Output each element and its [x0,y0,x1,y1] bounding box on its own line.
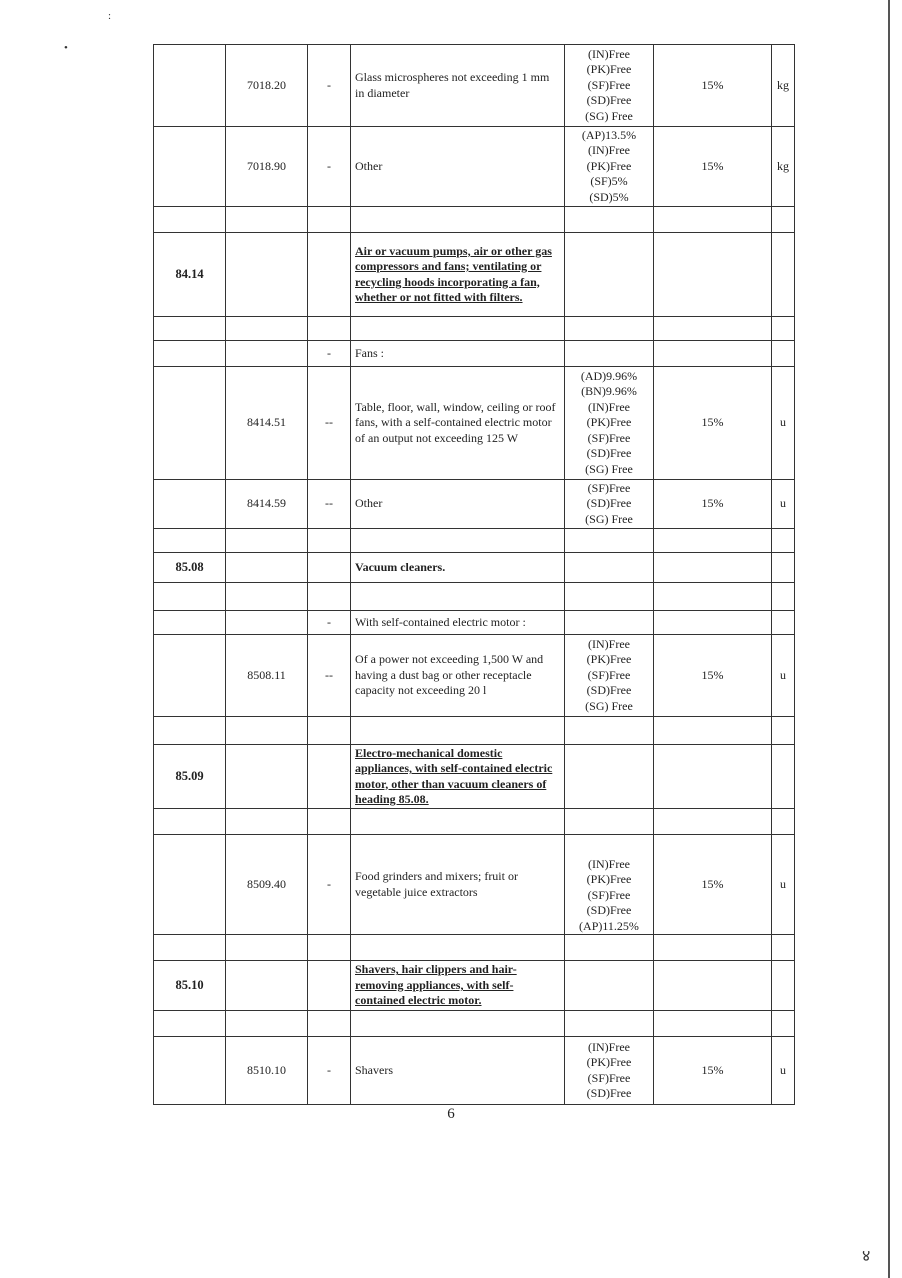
preferential-rate-cell [565,1037,654,1105]
description-cell: Shavers [351,1037,565,1105]
preferential-rate: (SD)Free [586,446,632,461]
heading-description-cell [351,745,565,809]
unit-cell: u [772,367,795,480]
table-row [154,745,795,809]
subheading-cell [226,745,308,809]
heading-cell [154,611,226,635]
general-rate-cell [654,233,772,317]
general-rate-cell: 15% [654,480,772,529]
preferential-rate: (SF)Free [587,480,631,495]
unit-cell: u [772,835,795,935]
subheading-cell: 8508.11 [226,635,308,717]
heading-cell [154,480,226,529]
dash-cell [308,745,351,809]
heading-cell [154,835,226,935]
heading-cell: 84.14 [154,233,226,317]
preferential-rate: (SF)Free [587,667,631,682]
table-row [154,1037,795,1105]
heading-cell: 85.08 [154,553,226,583]
heading-cell [154,127,226,207]
dash-cell: - [308,341,351,367]
preferential-rate: (SF)5% [590,174,628,189]
preferential-rate: (AP)13.5% [581,127,637,142]
general-rate-cell [654,341,772,367]
general-rate-cell [654,745,772,809]
tariff-table [153,44,795,1105]
preferential-rate: (PK)Free [586,158,632,173]
preferential-rate: (SG) Free [585,108,633,123]
dash-cell: -- [308,635,351,717]
preferential-rate-cell [565,45,654,127]
scan-speck: • [64,42,68,54]
unit-cell: kg [772,127,795,207]
general-rate-cell: 15% [654,835,772,935]
preferential-rate: (PK)Free [586,872,632,886]
spacer-row [154,317,795,341]
dash-cell: -- [308,367,351,480]
dash-cell: - [308,1037,351,1105]
general-rate-cell [654,611,772,635]
heading-description-cell [351,233,565,317]
subheading-cell: 8414.51 [226,367,308,480]
page-edge-shadow [888,0,890,1278]
table-row [154,127,795,207]
preferential-rate: (SD)Free [586,683,632,698]
description-cell: Other [351,480,565,529]
preferential-rate-cell [565,553,654,583]
unit-cell [772,553,795,583]
preferential-rate: (SF)Free [587,887,631,902]
description-cell: Table, floor, wall, window, ceiling or roof fans, with a self-contained electric motor of an output not exceeding 125 W [351,367,565,480]
preferential-rate: (SF)Free [587,77,631,92]
subheading-cell [226,553,308,583]
general-rate-cell [654,553,772,583]
general-rate-cell: 15% [654,127,772,207]
preferential-rate-cell [565,961,654,1011]
preferential-rate: (SF)Free [587,1070,631,1085]
unit-cell: u [772,1037,795,1105]
table-row [154,835,795,935]
preferential-rate-cell [565,745,654,809]
subheading-cell: 8509.40 [226,835,308,935]
unit-cell: u [772,480,795,529]
table-row [154,367,795,480]
preferential-rate-cell [565,233,654,317]
dash-cell: - [308,611,351,635]
general-rate-cell: 15% [654,1037,772,1105]
table-row [154,961,795,1011]
preferential-rate: (IN)Free [588,143,630,158]
subheading-cell [226,961,308,1011]
spacer-row [154,583,795,611]
table-row [154,480,795,529]
unit-cell [772,233,795,317]
general-rate-cell [654,961,772,1011]
preferential-rate: (PK)Free [586,62,632,77]
unit-cell [772,745,795,809]
general-rate-cell: 15% [654,45,772,127]
preferential-rate: (SF)Free [587,430,631,445]
heading-cell [154,635,226,717]
unit-cell: kg [772,45,795,127]
heading-cell [154,45,226,127]
description-cell: Glass microspheres not exceeding 1 mm in diameter [351,45,565,127]
heading-description: Electro-mechanical domestic appliances, with self-contained electric motor, other than vacuum cleaners of heading 85.08. [355,745,553,806]
general-rate-cell: 15% [654,635,772,717]
heading-description-cell [351,961,565,1011]
dash-cell [308,553,351,583]
preferential-rate: (AP)11.25% [579,918,639,933]
preferential-rate-cell [565,635,654,717]
dash-cell [308,961,351,1011]
spacer-row [154,1011,795,1037]
description-cell: Other [351,127,565,207]
preferential-rate: (BN)9.96% [581,384,637,399]
preferential-rate-cell [565,341,654,367]
preferential-rate: (SD)5% [589,189,629,204]
dash-cell: - [308,127,351,207]
table-row [154,611,795,635]
unit-cell [772,961,795,1011]
table-row [154,45,795,127]
table-row [154,233,795,317]
preferential-rate: (SG) Free [585,511,633,526]
spacer-row [154,207,795,233]
preferential-rate: (SD)Free [586,1086,632,1100]
unit-cell [772,611,795,635]
preferential-rate: (IN)Free [588,1039,630,1054]
preferential-rate: (AD)9.96% [580,368,638,383]
subheading-cell [226,233,308,317]
description-cell: Fans : [351,341,565,367]
preferential-rate: (IN)Free [588,856,630,871]
preferential-rate: (IN)Free [588,46,630,61]
dash-cell [308,233,351,317]
subheading-cell: 8414.59 [226,480,308,529]
heading-cell [154,1037,226,1105]
page-number: 6 [447,1106,455,1122]
preferential-rate: (SG) Free [585,461,633,476]
subheading-cell [226,341,308,367]
heading-cell: 85.10 [154,961,226,1011]
handwritten-page-mark: ४ [862,1248,871,1265]
description-cell: With self-contained electric motor : [351,611,565,635]
dash-cell: - [308,45,351,127]
spacer-row [154,935,795,961]
preferential-rate: (IN)Free [588,399,630,414]
preferential-rate: (SD)Free [586,496,632,511]
subheading-cell [226,611,308,635]
description-cell: Of a power not exceeding 1,500 W and having a dust bag or other receptacle capacity not exceeding 20 l [351,635,565,717]
preferential-rate: (IN)Free [588,636,630,651]
spacer-row [154,809,795,835]
preferential-rate-cell [565,367,654,480]
description-cell: Food grinders and mixers; fruit or vegetable juice extractors [351,835,565,935]
heading-cell [154,341,226,367]
unit-cell: u [772,635,795,717]
heading-description: Air or vacuum pumps, air or other gas compressors and fans; ventilating or recycling hoods incorporating a fan, whether or not fitted with filters. [355,243,552,304]
subheading-cell: 7018.20 [226,45,308,127]
spacer-row [154,529,795,553]
heading-description: Shavers, hair clippers and hair-removing appliances, with self-contained electric motor. [355,962,517,1008]
scan-speck: : [108,10,112,22]
preferential-rate-cell [565,835,654,935]
table-row [154,635,795,717]
heading-description-cell: Vacuum cleaners. [351,553,565,583]
preferential-rate-cell [565,480,654,529]
spacer-row [154,717,795,745]
heading-cell [154,367,226,480]
heading-cell: 85.09 [154,745,226,809]
preferential-rate: (PK)Free [586,415,632,430]
preferential-rate: (SD)Free [586,903,632,917]
preferential-rate: (PK)Free [586,1055,632,1069]
general-rate-cell: 15% [654,367,772,480]
table-row [154,341,795,367]
subheading-cell: 8510.10 [226,1037,308,1105]
table-row [154,553,795,583]
preferential-rate: (SG) Free [585,698,633,713]
preferential-rate-cell [565,127,654,207]
dash-cell: - [308,835,351,935]
preferential-rate-cell [565,611,654,635]
preferential-rate: (SD)Free [586,93,632,108]
subheading-cell: 7018.90 [226,127,308,207]
unit-cell [772,341,795,367]
dash-cell: -- [308,480,351,529]
preferential-rate: (PK)Free [586,652,632,667]
